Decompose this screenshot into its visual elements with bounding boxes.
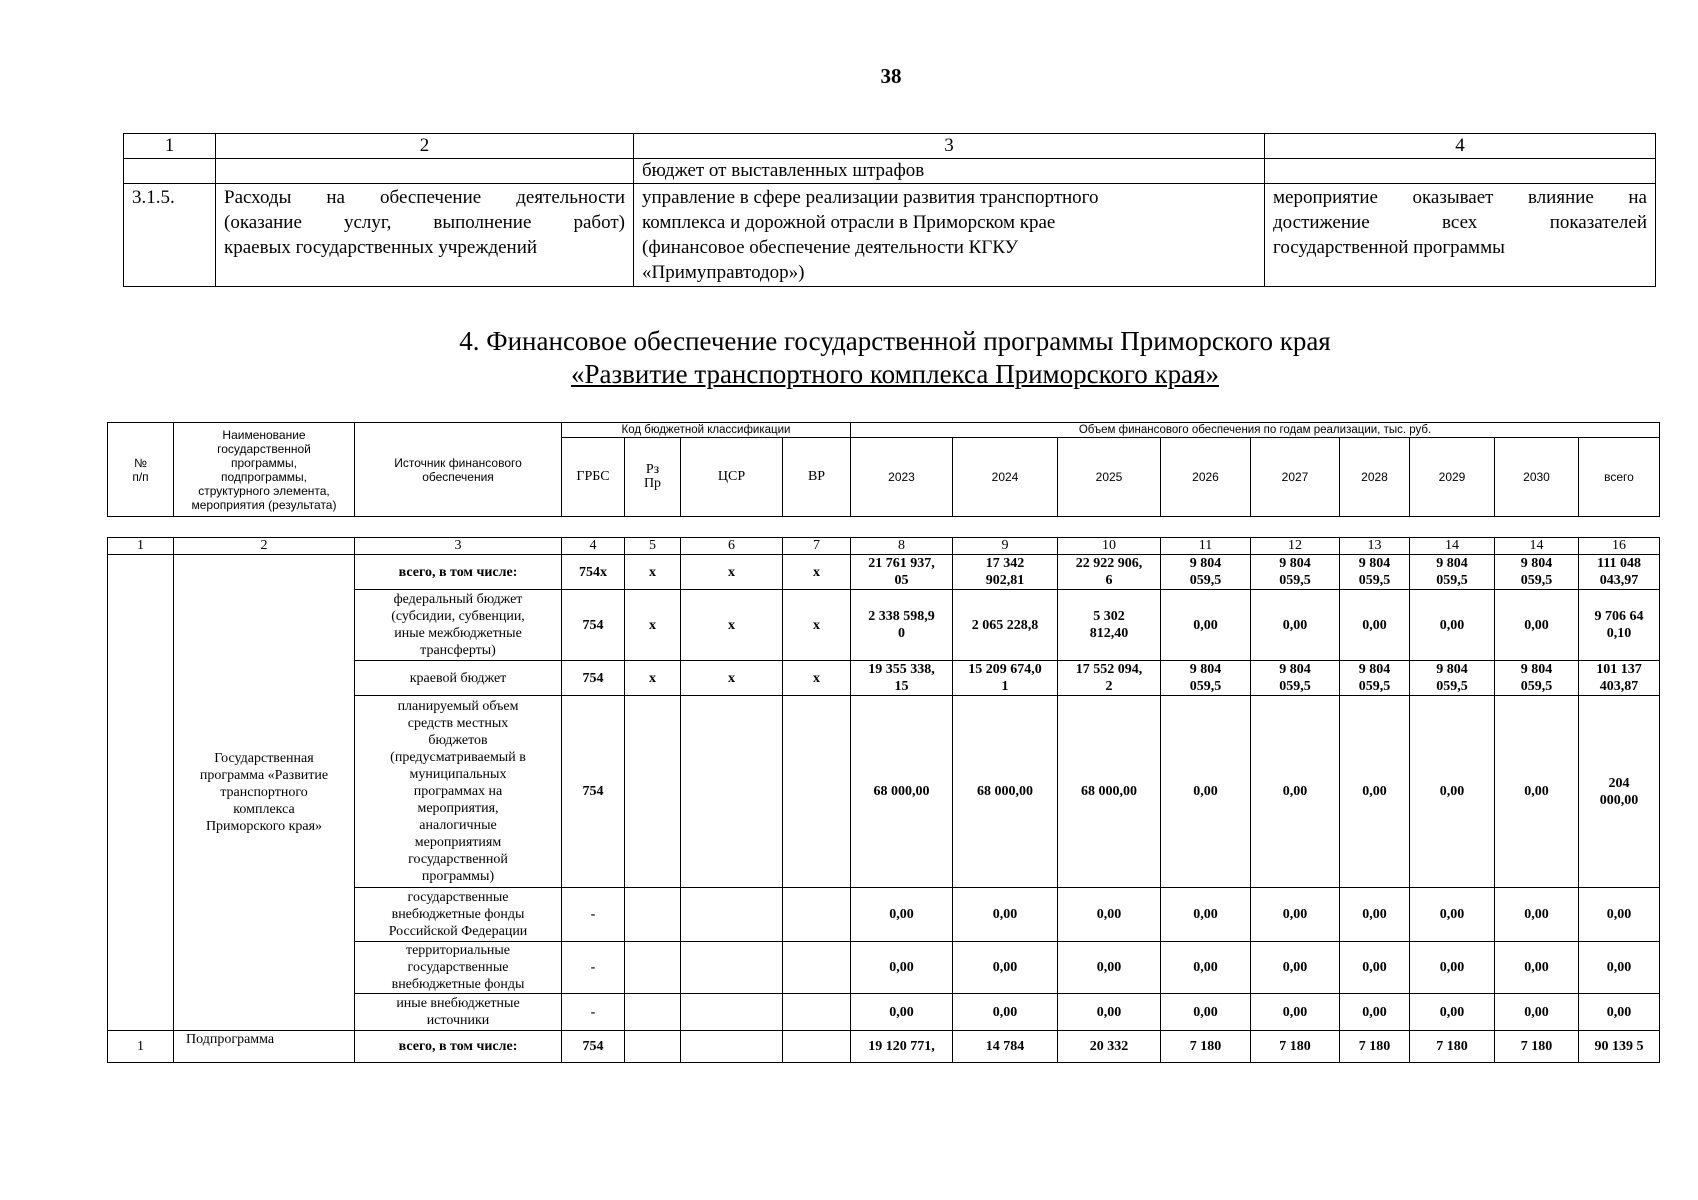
value-cell: 0,00 [1161,888,1251,942]
column-number-5: 5 [625,538,681,555]
word: влияние [1527,187,1594,208]
column-number-4: 4 [562,538,625,555]
header-year-2030: 2030 [1495,438,1579,517]
value-cell: 0,00 [1161,942,1251,994]
rzpr-cell: х [625,590,681,661]
value-cell: 0,00 [953,942,1058,994]
word: достижение [1273,212,1370,233]
finance-table [107,537,1660,1063]
header-group-row [108,423,1660,438]
section-title [420,325,1370,391]
value-cell: 0,00 [1410,888,1495,942]
subprogram-value-cell: 7 180 [1161,1031,1251,1063]
value-cell: 0,00 [1161,994,1251,1031]
header-year-2026: 2026 [1161,438,1251,517]
vr-cell: х [783,590,851,661]
subprogram-value-cell: 7 180 [1410,1031,1495,1063]
grbs-cell: 754х [562,555,625,590]
subprogram-value-cell: 20 332 [1058,1031,1161,1063]
source-cell: всего, в том числе: [355,555,562,590]
column-number-7: 7 [783,538,851,555]
prev-num-cell [124,159,216,184]
value-cell: 0,00 [1495,888,1579,942]
value-cell: 22 922 906, 6 [1058,555,1161,590]
value-cell: 21 761 937, 05 [851,555,953,590]
value-cell: 2 338 598,9 0 [851,590,953,661]
column-number-1: 1 [108,538,174,555]
value-cell: 9 804 059,5 [1340,555,1410,590]
value-cell: 0,00 [851,942,953,994]
col-header-1: 1 [124,134,216,159]
row-impact-cell [1265,184,1656,287]
word: показателей [1549,212,1647,233]
value-cell: 0,00 [851,888,953,942]
value-cell: 17 552 094, 2 [1058,661,1161,696]
header-grbs: ГРБС [562,438,625,517]
header-volume-group: Объем финансового обеспечения по годам реализации, тыс. руб. [851,423,1660,438]
column-number-14: 14 [1410,538,1495,555]
value-cell: 0,00 [1340,590,1410,661]
row-responsible-cell [634,184,1265,287]
vr-cell [783,696,851,888]
value-cell: 5 302 812,40 [1058,590,1161,661]
value-cell: 0,00 [1495,942,1579,994]
col-header-3: 3 [634,134,1265,159]
value-cell: 9 804 059,5 [1251,555,1340,590]
name-line-3: краевых государственных учреждений [224,237,538,258]
prev-impact-cell [1265,159,1656,184]
rzpr-cell [625,696,681,888]
value-cell: 101 137 403,87 [1579,661,1660,696]
value-cell: 0,00 [1495,994,1579,1031]
vr-cell [783,942,851,994]
source-cell: планируемый объем средств местных бюджетов (предусматриваемый в муниципальных программах на мероприятия, аналогичные мероприятиям государственной программы) [355,696,562,888]
word: (оказание [224,212,302,233]
finance-header-table [107,422,1660,517]
rzpr-cell: х [625,661,681,696]
header-num: № п/п [108,423,174,517]
value-cell: 9 804 059,5 [1251,661,1340,696]
value-cell: 0,00 [1340,696,1410,888]
column-number-12: 12 [1251,538,1340,555]
col-header-4: 4 [1265,134,1656,159]
value-cell: 0,00 [1251,888,1340,942]
csr-cell: х [681,661,783,696]
subprogram-value-cell: 90 139 5 [1579,1031,1660,1063]
value-cell: 17 342 902,81 [953,555,1058,590]
header-year-2028: 2028 [1340,438,1410,517]
subprogram-num-cell: 1 [108,1031,174,1063]
header-year-2023: 2023 [851,438,953,517]
csr-cell [681,696,783,888]
section-title-line-1: 4. Финансовое обеспечение государственной программы Приморского края [459,326,1331,356]
word: Расходы [224,187,292,208]
value-cell: 68 000,00 [1058,696,1161,888]
header-total: всего [1579,438,1660,517]
subprogram-source-cell: всего, в том числе: [355,1031,562,1063]
source-cell: территориальные государственные внебюджетные фонды [355,942,562,994]
word: обеспечение [380,187,482,208]
impact-line-2 [1273,210,1647,235]
prev-name-cell [216,159,634,184]
value-cell: 15 209 674,0 1 [953,661,1058,696]
column-number-8: 8 [851,538,953,555]
header-year-2025: 2025 [1058,438,1161,517]
value-cell: 9 804 059,5 [1410,661,1495,696]
value-cell: 19 355 338, 15 [851,661,953,696]
word: на [1628,187,1647,208]
value-cell: 0,00 [953,994,1058,1031]
vr-cell: х [783,661,851,696]
subprogram-value-cell: 7 180 [1340,1031,1410,1063]
value-cell: 2 065 228,8 [953,590,1058,661]
column-number-row [108,538,1660,555]
source-cell: иные внебюджетные источники [355,994,562,1031]
header-vr: ВР [783,438,851,517]
value-cell: 0,00 [1495,696,1579,888]
impact-line-3: государственной программы [1273,237,1505,258]
responsible-line-3: (финансовое обеспечение деятельности КГКУ [642,237,1019,258]
csr-cell: х [681,590,783,661]
column-number-13: 13 [1340,538,1410,555]
word: на [326,187,345,208]
value-cell: 9 804 059,5 [1410,555,1495,590]
value-cell: 9 804 059,5 [1340,661,1410,696]
value-cell: 9 804 059,5 [1161,555,1251,590]
header-year-2024: 2024 [953,438,1058,517]
row-name-cell [216,184,634,287]
value-cell: 68 000,00 [851,696,953,888]
value-cell: 9 804 059,5 [1495,661,1579,696]
impact-line-1 [1273,185,1647,210]
value-cell: 0,00 [1251,942,1340,994]
header-csr: ЦСР [681,438,783,517]
column-number-11: 11 [1161,538,1251,555]
column-number-6: 6 [681,538,783,555]
subprogram-rzpr-cell [625,1031,681,1063]
responsible-line-1: управление в сфере реализации развития транспортного [642,187,1099,208]
value-cell: 9 804 059,5 [1161,661,1251,696]
subprogram-value-cell: 7 180 [1251,1031,1340,1063]
rzpr-cell [625,942,681,994]
column-number-2: 2 [174,538,355,555]
grbs-cell: 754 [562,696,625,888]
value-cell: 0,00 [1410,590,1495,661]
subprogram-vr-cell [783,1031,851,1063]
source-cell: государственные внебюджетные фонды Российской Федерации [355,888,562,942]
header-year-2029: 2029 [1410,438,1495,517]
value-cell: 0,00 [851,994,953,1031]
vr-cell [783,888,851,942]
value-cell: 0,00 [1410,942,1495,994]
grbs-cell: - [562,942,625,994]
word: мероприятие [1273,187,1378,208]
value-cell: 0,00 [1579,942,1660,994]
continuation-row-3-1-5 [124,184,1656,287]
program-num-cell [108,555,174,1031]
value-cell: 0,00 [1251,696,1340,888]
csr-cell [681,942,783,994]
subprogram-csr-cell [681,1031,783,1063]
continuation-row-prev [124,159,1656,184]
word: всех [1442,212,1478,233]
header-name: Наименование государственной программы, подпрограммы, структурного элемента, мероприятия (результата) [174,423,355,517]
value-cell: 0,00 [1058,888,1161,942]
header-year-2027: 2027 [1251,438,1340,517]
word: работ) [573,212,625,233]
word: услуг, [344,212,392,233]
value-cell: 0,00 [1579,994,1660,1031]
subprogram-name-cell: Подпрограмма [174,1031,355,1063]
value-cell: 0,00 [1410,696,1495,888]
column-number-3: 3 [355,538,562,555]
column-number-16: 16 [1579,538,1660,555]
word: оказывает [1412,187,1494,208]
subprogram-grbs-cell: 754 [562,1031,625,1063]
value-cell: 0,00 [1161,590,1251,661]
value-cell: 111 048 043,97 [1579,555,1660,590]
value-cell: 0,00 [1251,994,1340,1031]
subprogram-value-cell: 19 120 771, [851,1031,953,1063]
continuation-table [123,133,1656,287]
word: деятельности [516,187,625,208]
column-number-9: 9 [953,538,1058,555]
value-cell: 0,00 [1495,590,1579,661]
value-cell: 204 000,00 [1579,696,1660,888]
name-line-1 [224,185,625,210]
value-cell: 0,00 [1340,994,1410,1031]
value-cell: 0,00 [953,888,1058,942]
vr-cell: х [783,555,851,590]
grbs-cell: 754 [562,590,625,661]
header-source: Источник финансового обеспечения [355,423,562,517]
prev-responsible-cell: бюджет от выставленных штрафов [634,159,1265,184]
subprogram-value-cell: 14 784 [953,1031,1058,1063]
grbs-cell: 754 [562,661,625,696]
value-cell: 68 000,00 [953,696,1058,888]
rzpr-cell: х [625,555,681,590]
subprogram-value-cell: 7 180 [1495,1031,1579,1063]
value-cell: 9 804 059,5 [1495,555,1579,590]
finance-row [108,555,1660,590]
value-cell: 0,00 [1058,994,1161,1031]
header-rzpr: Рз Пр [625,438,681,517]
section-title-line-2: «Развитие транспортного комплекса Приморского края» [570,359,1220,389]
word: выполнение [433,212,532,233]
value-cell: 0,00 [1161,696,1251,888]
value-cell: 0,00 [1340,888,1410,942]
header-code-group: Код бюджетной классификации [562,423,851,438]
row-num-cell: 3.1.5. [124,184,216,287]
responsible-line-4: «Примуправтодор») [642,262,805,283]
grbs-cell: - [562,888,625,942]
value-cell: 0,00 [1340,942,1410,994]
continuation-header-row [124,134,1656,159]
rzpr-cell [625,994,681,1031]
value-cell: 0,00 [1058,942,1161,994]
column-number-10: 10 [1058,538,1161,555]
col-header-2: 2 [216,134,634,159]
value-cell: 0,00 [1579,888,1660,942]
rzpr-cell [625,888,681,942]
name-line-2 [224,210,625,235]
grbs-cell: - [562,994,625,1031]
column-number-15: 14 [1495,538,1579,555]
csr-cell [681,994,783,1031]
value-cell: 9 706 64 0,10 [1579,590,1660,661]
program-name-cell: Государственная программа «Развитие транспортного комплекса Приморского края» [174,555,355,1031]
source-cell: федеральный бюджет (субсидии, субвенции, иные межбюджетные трансферты) [355,590,562,661]
page-number: 38 [880,64,902,88]
csr-cell [681,888,783,942]
csr-cell: х [681,555,783,590]
value-cell: 0,00 [1410,994,1495,1031]
source-cell: краевой бюджет [355,661,562,696]
responsible-line-2: комплекса и дорожной отрасли в Приморском крае [642,212,1056,233]
value-cell: 0,00 [1251,590,1340,661]
subprogram-row [108,1031,1660,1063]
vr-cell [783,994,851,1031]
